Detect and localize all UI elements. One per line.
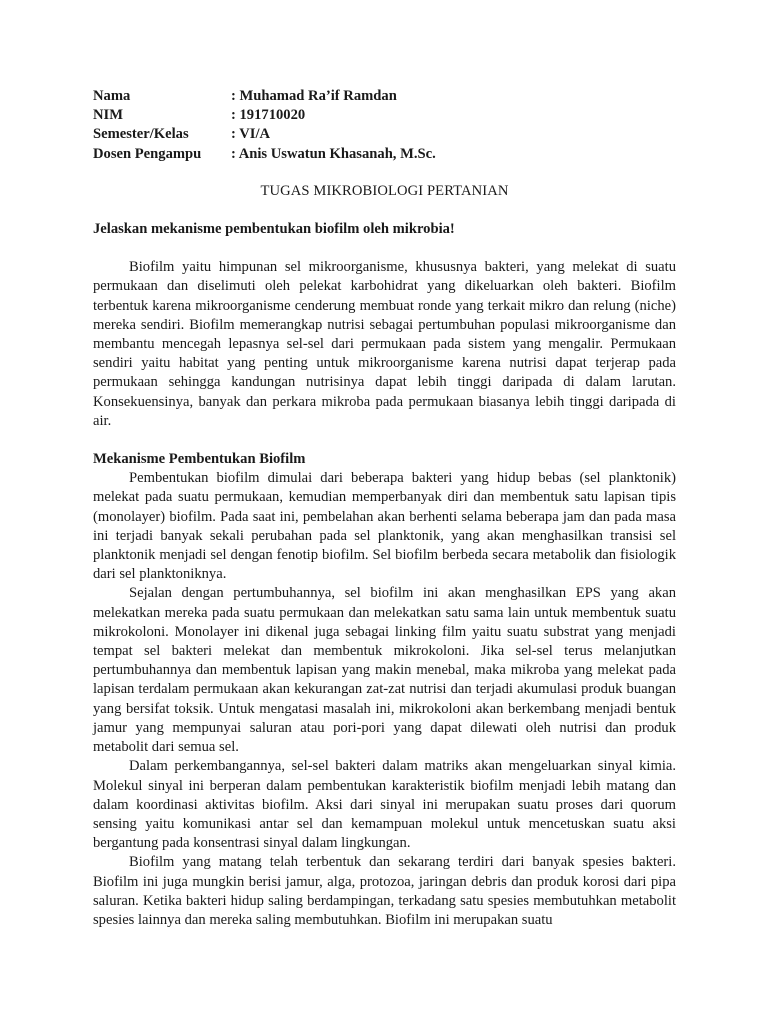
info-value: : Muhamad Ra’if Ramdan	[231, 88, 397, 104]
info-label: Semester/Kelas	[93, 126, 189, 143]
info-value: : VI/A	[231, 126, 271, 143]
info-row-lecturer	[93, 145, 676, 164]
info-value: : Anis Uswatun Khasanah, M.Sc.	[231, 145, 436, 162]
info-value: : 191710020	[231, 107, 306, 124]
info-row-semester	[93, 125, 676, 144]
section-heading: Mekanisme Pembentukan Biofilm	[93, 451, 306, 468]
info-label: Nama	[93, 88, 131, 104]
student-info-table	[93, 87, 676, 164]
body-paragraph: Sejalan dengan pertumbuhannya, sel biofilm ini akan menghasilkan EPS yang akan melekatkan mereka pada suatu permukaan dan melekatkan satu sama lain untuk membentuk suatu mikrokoloni. Monolayer ini dikenal juga sebagai linking film yaitu suatu substrat yang menjadi tempat sel bakteri melekat dan membentuk mikrokoloni. Jika sel-sel terus melanjutkan pertumbuhannya dan membentuk lapisan yang makin menebal, maka mikroba yang melekat pada lapisan terdalam permukaan akan kekurangan zat-zat nutrisi dan terjadi akumulasi produk buangan yang bersifat toksik. Untuk mengatasi masalah ini, mikrokoloni akan berkembang menjadi bentuk jamur yang mempunyai saluran atau pori-pori yang dapat dilewati oleh nutrisi dan produk metabolit dari semua sel.	[93, 585, 676, 756]
body-paragraph: Pembentukan biofilm dimulai dari beberapa bakteri yang hidup bebas (sel planktonik) melekat pada suatu permukaan, kemudian memperbanyak diri dan membentuk satu lapisan tipis (monolayer) biofilm. Pada saat ini, pembelahan akan berhenti selama beberapa jam dan pada masa ini terjadi banyak sekali perubahan pada sel planktonik, yang akan menghasilkan transisi sel planktonik menjadi sel dengan fenotip biofilm. Sel biofilm berbeda secara metabolik dan fisiologik dari sel planktoniknya.	[93, 470, 676, 583]
document-page	[93, 87, 676, 930]
body-paragraph: Biofilm yang matang telah terbentuk dan sekarang terdiri dari banyak spesies bakteri. Biofilm ini juga mungkin berisi jamur, alga, protozoa, jaringan debris dan produk korosi dari pipa saluran. Ketika bakteri hidup saling berdampingan, terkadang satu spesies membutuhkan metabolit spesies lainnya dan mereka saling membutuhkan. Biofilm ini merupakan suatu	[93, 854, 676, 928]
body-paragraph: Dalam perkembangannya, sel-sel bakteri dalam matriks akan mengeluarkan sinyal kimia. Molekul sinyal ini berperan dalam pembentukan karakteristik biofilm menjadi lebih matang dan dalam koordinasi aktivitas biofilm. Aksi dari sinyal ini merupakan suatu proses dari quorum sensing yaitu komunikasi antar sel dan kemampuan molekul untuk mencetuskan suatu aksi bergantung pada konsentrasi sinyal dalam lingkungan.	[93, 758, 676, 852]
info-label: Dosen Pengampu	[93, 145, 202, 162]
info-row-name	[93, 87, 676, 106]
info-row-nim	[93, 106, 676, 125]
intro-paragraph: Biofilm yaitu himpunan sel mikroorganisme, khususnya bakteri, yang melekat di suatu permukaan dan diselimuti oleh pelekat karbohidrat yang dikeluarkan oleh bakteri. Biofilm terbentuk karena mikroorganisme cenderung membuat ronde yang terkait mikro dan relung (niche) mereka sendiri. Biofilm memerangkap nutrisi sebagai pertumbuhan populasi mikroorganisme dan membantu mencegah lepasnya sel-sel dari permukaan pada sistem yang mengalir. Permukaan sendiri yaitu habitat yang penting untuk mikroorganisme karena nutrisi dapat terjerap pada permukaan sehingga kandungan nutrisinya dapat lebih tinggi daripada di dalam larutan. Konsekuensinya, banyak dan perkara mikroba pada permukaan biasanya lebih tinggi daripada di air.	[93, 259, 676, 429]
assignment-question: Jelaskan mekanisme pembentukan biofilm oleh mikrobia!	[93, 221, 455, 238]
info-label: NIM	[93, 107, 123, 124]
document-title: TUGAS MIKROBIOLOGI PERTANIAN	[260, 182, 509, 199]
